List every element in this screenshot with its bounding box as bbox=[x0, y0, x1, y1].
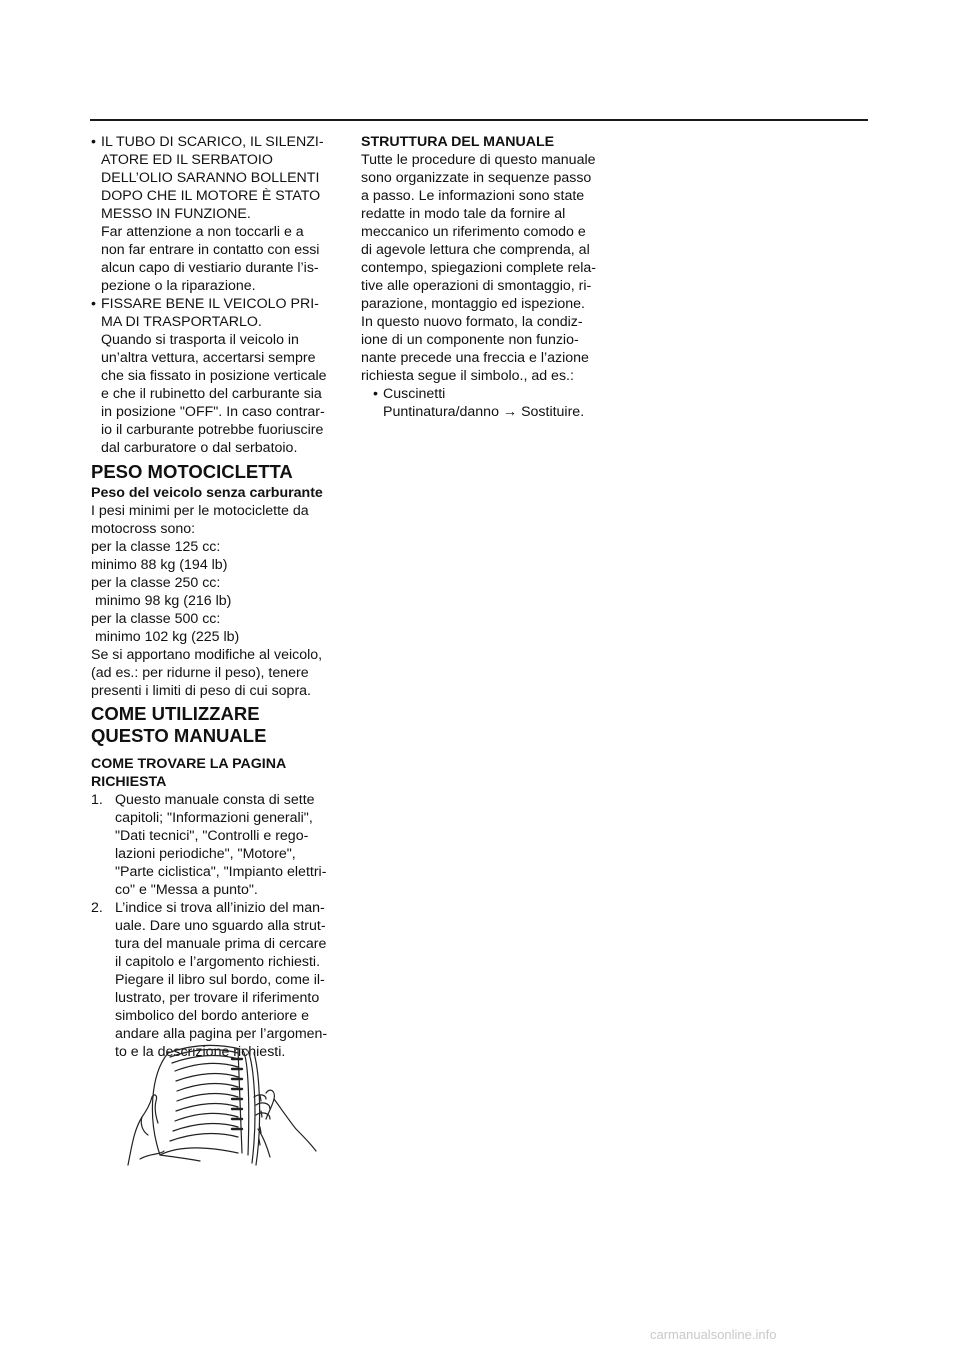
warning-body-line: pezione o la riparazione. bbox=[101, 278, 256, 294]
warning-body-line: Quando si trasporta il veicolo in bbox=[101, 332, 299, 348]
warning-body-line: che sia fissato in posizione verticale bbox=[101, 368, 327, 384]
numbered-item-line: andare alla pagina per l’argomen- bbox=[115, 1026, 328, 1042]
find-page-subheading-line: RICHIESTA bbox=[91, 774, 167, 790]
numbered-item bbox=[91, 791, 353, 899]
find-page-subheading bbox=[91, 755, 353, 791]
numbered-item-line: capitoli; "Informazioni generali", bbox=[115, 810, 313, 826]
manual-heading bbox=[91, 703, 353, 747]
weight-text bbox=[91, 502, 353, 700]
example-component: Cuscinetti bbox=[383, 386, 446, 402]
warning-body-line: e che il rubinetto del carburante sia bbox=[101, 386, 322, 402]
structure-text-line: di agevole lettura che comprenda, al bbox=[361, 242, 590, 258]
book-illustration bbox=[120, 1035, 325, 1170]
numbered-item-line: tura del manuale prima di cercare bbox=[115, 936, 327, 952]
numbered-item-line: "Parte ciclistica", "Impianto elettri- bbox=[115, 864, 327, 880]
structure-text-line: parazione, montaggio ed ispezione. bbox=[361, 296, 586, 312]
warning-title-line: IL TUBO DI SCARICO, IL SILENZI- bbox=[101, 134, 324, 150]
arrow-icon: → bbox=[502, 404, 518, 420]
warning-body-line: Far attenzione a non toccarli e a bbox=[101, 224, 304, 240]
weight-text-line: per la classe 250 cc: bbox=[91, 575, 221, 591]
watermark: carmanualsonline.info bbox=[650, 1327, 777, 1342]
bullet-icon: • bbox=[91, 296, 96, 312]
weight-text-line: minimo 88 kg (194 lb) bbox=[91, 557, 228, 573]
warning-title-line: DOPO CHE IL MOTORE È STATO bbox=[101, 188, 321, 204]
structure-text-line: a passo. Le informazioni sono state bbox=[361, 188, 585, 204]
weight-text-line: presenti i limiti di peso di cui sopra. bbox=[91, 683, 312, 699]
example-condition: Puntinatura/danno bbox=[383, 404, 499, 420]
right-column bbox=[361, 133, 611, 421]
warning-title-line: FISSARE BENE IL VEICOLO PRI- bbox=[101, 296, 319, 312]
warning-title-line: MESSO IN FUNZIONE. bbox=[101, 206, 251, 222]
bullet-icon: • bbox=[373, 386, 378, 402]
numbered-item-line: Piegare il libro sul bordo, come il- bbox=[115, 972, 325, 988]
structure-text-line: tive alle operazioni di smontaggio, ri- bbox=[361, 278, 592, 294]
weight-text-line: minimo 98 kg (216 lb) bbox=[91, 593, 232, 609]
warning-title-line: MA DI TRASPORTARLO. bbox=[101, 314, 262, 330]
warning-bullet bbox=[91, 295, 353, 457]
structure-heading: STRUTTURA DEL MANUALE bbox=[361, 134, 555, 150]
manual-heading-line: QUESTO MANUALE bbox=[91, 725, 267, 746]
numbered-item-line: il capitolo e l’argomento richiesti. bbox=[115, 954, 321, 970]
numbered-item-line: uale. Dare uno sguardo alla strut- bbox=[115, 918, 326, 934]
weight-text-line: per la classe 500 cc: bbox=[91, 611, 221, 627]
structure-text bbox=[361, 151, 611, 385]
header-rule bbox=[90, 119, 868, 121]
structure-text-line: nante precede una freccia e l’azione bbox=[361, 350, 589, 366]
structure-text-line: sono organizzate in sequenze passo bbox=[361, 170, 592, 186]
weight-text-line: (ad es.: per ridurne il peso), tenere bbox=[91, 665, 309, 681]
left-column bbox=[91, 133, 353, 1061]
structure-text-line: richiesta segue il simbolo., ad es.: bbox=[361, 368, 574, 384]
warning-body-line: alcun capo di vestiario durante l’is- bbox=[101, 260, 319, 276]
example-condition-line bbox=[383, 403, 611, 421]
weight-heading: PESO MOTOCICLETTA bbox=[91, 461, 293, 482]
warning-body-line: non far entrare in contatto con essi bbox=[101, 242, 320, 258]
numbered-list bbox=[91, 791, 353, 1061]
structure-text-line: Tutte le procedure di questo manuale bbox=[361, 152, 596, 168]
weight-text-line: minimo 102 kg (225 lb) bbox=[91, 629, 240, 645]
weight-text-line: per la classe 125 cc: bbox=[91, 539, 221, 555]
bullet-icon: • bbox=[91, 134, 96, 150]
warning-bullets bbox=[91, 133, 353, 457]
weight-text-line: motocross sono: bbox=[91, 521, 196, 537]
structure-text-line: contempo, spiegazioni complete rela- bbox=[361, 260, 597, 276]
warning-body-line: in posizione "OFF". In caso contrar- bbox=[101, 404, 325, 420]
example-item bbox=[361, 385, 611, 421]
numbered-item-line: to e la descrizione richiesti. bbox=[115, 1044, 286, 1060]
numbered-item-line: lustrato, per trovare il riferimento bbox=[115, 990, 320, 1006]
item-number: 1. bbox=[91, 792, 103, 808]
weight-text-line: I pesi minimi per le motociclette da bbox=[91, 503, 309, 519]
structure-text-line: redatte in modo tale da fornire al bbox=[361, 206, 566, 222]
warning-body-line: io il carburante potrebbe fuoriuscire bbox=[101, 422, 324, 438]
manual-heading-line: COME UTILIZZARE bbox=[91, 703, 260, 724]
example-action: Sostituire. bbox=[521, 404, 585, 420]
item-number: 2. bbox=[91, 900, 103, 916]
structure-text-line: meccanico un riferimento comodo e bbox=[361, 224, 586, 240]
weight-subheading: Peso del veicolo senza carburante bbox=[91, 485, 323, 501]
warning-body-line: un’altra vettura, accertarsi sempre bbox=[101, 350, 316, 366]
numbered-item-line: "Dati tecnici", "Controlli e rego- bbox=[115, 828, 309, 844]
warning-title-line: ATORE ED IL SERBATOIO bbox=[101, 152, 273, 168]
warning-title-line: DELL’OLIO SARANNO BOLLENTI bbox=[101, 170, 320, 186]
structure-text-line: In questo nuovo formato, la condiz- bbox=[361, 314, 583, 330]
structure-text-line: ione di un componente non funzio- bbox=[361, 332, 579, 348]
warning-body-line: dal carburatore o dal serbatoio. bbox=[101, 440, 298, 456]
numbered-item-line: simbolico del bordo anteriore e bbox=[115, 1008, 310, 1024]
numbered-item-line: co" e "Messa a punto". bbox=[115, 882, 258, 898]
weight-text-line: Se si apportano modifiche al veicolo, bbox=[91, 647, 323, 663]
numbered-item-line: lazioni periodiche", "Motore", bbox=[115, 846, 296, 862]
numbered-item-line: L’indice si trova all’inizio del man- bbox=[115, 900, 325, 916]
warning-bullet bbox=[91, 133, 353, 295]
find-page-subheading-line: COME TROVARE LA PAGINA bbox=[91, 756, 287, 772]
numbered-item-line: Questo manuale consta di sette bbox=[115, 792, 315, 808]
